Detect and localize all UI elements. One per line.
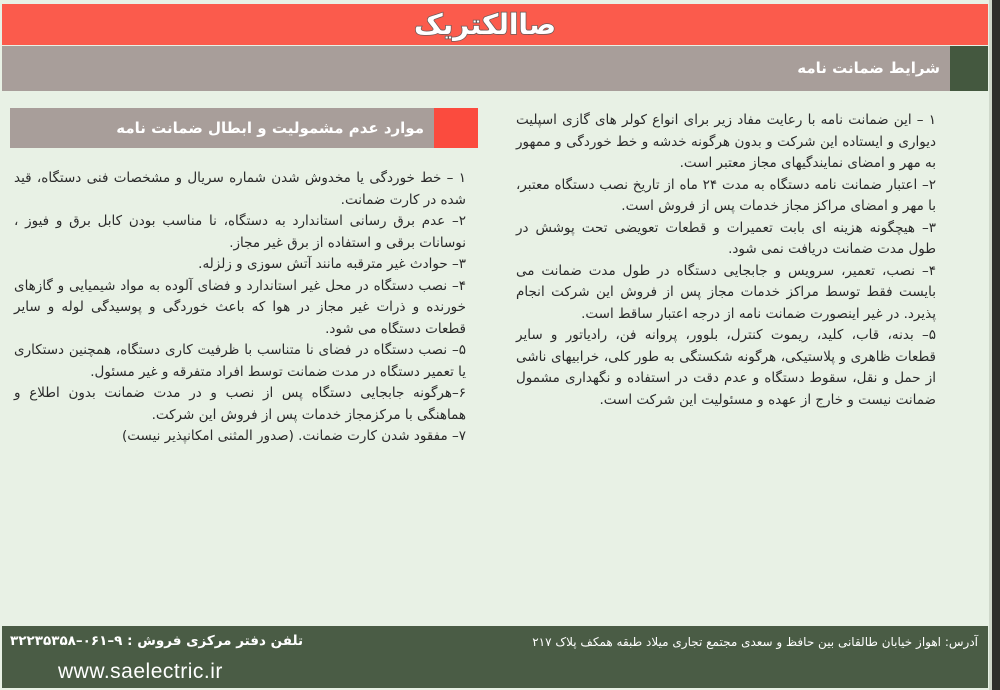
warranty-term: ۱ – این ضمانت نامه با رعایت مفاد زیر برای انواع کولر های گازی اسپلیت دیواری و ایستاده این شرکت و بدون هرگونه خدشه و خط خوردگی و ممهور به مهر و امضای نمایندگیهای مجاز معتبر است. (516, 112, 936, 171)
warranty-term: ۳– هیچگونه هزینه ای بابت تعمیرات و قطعات تعویضی تحت پوشش در طول مدت ضمانت دریافت نمی شود. (516, 219, 936, 257)
exclusions-heading: موارد عدم مشمولیت و ابطال ضمانت نامه (116, 119, 424, 137)
warranty-term: ۵– بدنه، قاب، کلید، ریموت کنترل، بلوور، پروانه فن، رادیاتور و سایر قطعات ظاهری و پلاستیکی، هرگونه شکستگی به طور کلی، خرابیهای ناشی از حمل و نقل، سقوط دستگاه و عدم دقت در استفاده و نگهداری مشمول ضمانت نیست و خارج از عهده و مسئولیت این شرکت است. (516, 327, 936, 408)
exclusion-item: ۶–هرگونه جابجایی دستگاه پس از نصب و در مدت ضمانت بدون اطلاع و هماهنگی با مرکزمجاز خدمات پس از فروش این شرکت. (14, 385, 466, 423)
exclusion-item: ۲– عدم برق رسانی استاندارد به دستگاه، نا مناسب بودن کابل برق و فیوز ، نوسانات برقی و استفاده از برق غیر مجاز. (14, 213, 466, 251)
footer-band (2, 626, 988, 688)
office-address: آدرس: اهواز خیابان طالقانی بین حافظ و سعدی مجتمع تجاری میلاد طبقه همکف پلاک ۲۱۷ (532, 635, 978, 649)
exclusions-list (14, 168, 466, 448)
page-edge-shadow (992, 0, 1000, 690)
website-link[interactable]: www.saelectric.ir (58, 660, 223, 683)
brand-logo: صاالکتریک (414, 8, 556, 41)
warranty-terms-list (516, 110, 936, 411)
exclusion-item: ۷– مفقود شدن کارت ضمانت. (صدور المثنی امکانپذیر نیست) (122, 428, 466, 444)
exclusion-item: ۴– نصب دستگاه در محل غیر استاندارد و فضای آلوده به مواد شیمیایی و گازهای خورنده و ذرات غیر مجاز در هوا که باعث خوردگی و پوسیدگی لوله و سایر قطعات دستگاه می شود. (14, 277, 466, 337)
title-accent-tab (950, 46, 988, 91)
exclusion-item: ۱ – خط خوردگی یا مخدوش شدن شماره سریال و مشخصات فنی دستگاه، قید شده در کارت ضمانت. (14, 170, 466, 208)
warranty-term: ۲– اعتبار ضمانت نامه دستگاه به مدت ۲۴ ماه از تاریخ نصب دستگاه معتبر، با مهر و امضای مراکز مجاز خدمات پس از فروش است. (516, 176, 936, 214)
title-band (2, 46, 988, 91)
page-title: شرایط ضمانت نامه (797, 59, 940, 77)
exclusion-item: ۳– حوادث غیر مترقبه مانند آتش سوزی و زلزله. (198, 256, 466, 272)
exclusions-header-band (10, 108, 478, 148)
exclusions-accent-tab (434, 108, 478, 148)
warranty-term: ۴– نصب، تعمیر، سرویس و جابجایی دستگاه در طول مدت ضمانت می بایست فقط توسط مراکز خدمات مجاز پس از فروش این شرکت انجام پذیرد. در غیر اینصورت ضمانت نامه از درجه اعتبار ساقط است. (516, 262, 936, 322)
sales-phone: تلفن دفتر مرکزی فروش : ۹–۰۶۱–۳۲۲۳۵۳۵۸ (10, 633, 304, 649)
exclusion-item: ۵– نصب دستگاه در فضای نا متناسب با ظرفیت کاری دستگاه، همچنین دستکاری یا تعمیر دستگاه در مدت ضمانت توسط افراد متفرقه و غیر مسئول. (14, 342, 466, 380)
brand-header-band (2, 4, 988, 45)
